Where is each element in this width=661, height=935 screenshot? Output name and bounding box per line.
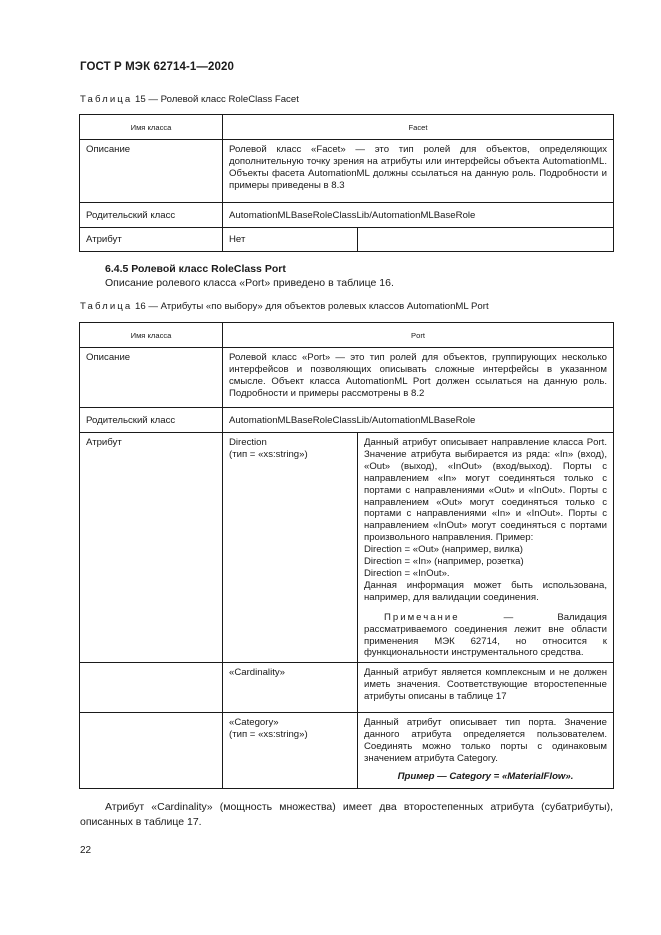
attribute-cardinality-name: «Cardinality»	[223, 663, 358, 713]
document-header: ГОСТ Р МЭК 62714-1—2020	[80, 61, 234, 73]
section-heading: 6.4.5 Ролевой класс RoleClass Port	[105, 263, 286, 275]
row-value-description: Ролевой класс «Port» — это тип ролей для объектов, группирующих несколько интерфейсов и позволяющих описывать сложные интерфейсы в указанном смысле. Объект класса AutomationML Port должен ссылаться на данную роль. Подробности и примеры рассмотрены в 8.2	[223, 348, 614, 408]
table-15	[79, 114, 614, 252]
row-label-attribute: Атрибут	[80, 228, 223, 252]
table-16-caption-text: 16 — Атрибуты «по выбору» для объектов ролевых классов AutomationML Port	[135, 301, 489, 312]
page-number: 22	[80, 845, 92, 856]
table-row	[80, 433, 614, 663]
note-text: — Валидация рассматриваемого соединения лежит вне области применения МЭК 62714, но относится к функциональности инструментального средства.	[364, 611, 607, 659]
example-line: Direction = «Out» (например, вилка)	[364, 544, 523, 556]
column-header-class-name: Имя класса	[80, 115, 223, 140]
closing-paragraph	[80, 800, 613, 829]
attribute-cardinality-description: Данный атрибут является комплексным и не должен иметь значения. Соответствующие второстепенные атрибуты описаны в таблице 17	[358, 663, 614, 713]
attribute-extra-info: Данная информация может быть использована, например, для валидации соединения.	[364, 579, 607, 603]
example: Пример — Category = «MaterialFlow».	[397, 770, 574, 782]
row-label-description: Описание	[80, 140, 223, 203]
empty-cell	[358, 228, 614, 252]
attribute-name: Direction	[229, 437, 267, 448]
row-label-parent-class: Родительский класс	[80, 408, 223, 433]
attribute-category-name	[223, 713, 358, 789]
attribute-category-description	[358, 713, 614, 789]
attribute-direction-description	[358, 433, 614, 663]
closing-paragraph-text: Атрибут «Cardinality» (мощность множества) имеет два второстепенных атрибута (субатрибуты), описанных в таблице 17.	[80, 801, 613, 828]
attribute-direction-name	[223, 433, 358, 663]
table-header-row	[80, 323, 614, 348]
empty-cell	[80, 713, 223, 789]
column-header-facet: Facet	[223, 115, 614, 140]
empty-cell	[80, 663, 223, 713]
table-16-caption	[80, 301, 489, 313]
attribute-name: «Category»	[229, 717, 279, 729]
table-row	[80, 663, 614, 713]
example-line: Direction = «In» (например, розетка)	[364, 556, 524, 568]
table-16-caption-label: Таблица	[80, 301, 133, 312]
attribute-description: Данный атрибут описывает направление класса Port. Значение атрибута выбирается из ряда: «In» (вход), «Out» (выход), «InOut» (вход/выход). Порты с направлением «In» могут соединяться только с портами с направлениями «Out» и «InOut». Порты с направлением «Out» могут соединяться только с портами с направлениями «In» и «InOut». Порты с направлением «InOut» могут соединяться с портами произвольного направления. Пример:	[364, 437, 607, 544]
table-row	[80, 408, 614, 433]
section-intro	[80, 276, 613, 291]
attribute-type: (тип = «xs:string»)	[229, 448, 308, 460]
table-row	[80, 140, 614, 203]
example-line: Direction = «InOut».	[364, 567, 450, 579]
column-header-port: Port	[223, 323, 614, 348]
table-15-caption-text: 15 — Ролевой класс RoleClass Facet	[135, 94, 299, 105]
row-value-description: Ролевой класс «Facet» — это тип ролей для объектов, определяющих дополнительную точку зрения на атрибуты или интерфейсы объекта AutomationML. Объекты фасета AutomationML должны ссылаться на данную роль. Подробности и примеры приведены в 8.3	[223, 140, 614, 203]
row-value-parent-class: AutomationMLBaseRoleClassLib/AutomationMLBaseRole	[223, 408, 614, 433]
row-value-parent-class: AutomationMLBaseRoleClassLib/AutomationMLBaseRole	[223, 203, 614, 228]
row-value-attribute: Нет	[223, 228, 358, 252]
table-15-caption	[80, 94, 299, 106]
table-16	[79, 322, 614, 789]
table-row	[80, 203, 614, 228]
note-label: Примечание	[384, 611, 460, 623]
table-15-caption-label: Таблица	[80, 94, 133, 105]
table-row	[80, 228, 614, 252]
attribute-type: (тип = «xs:string»)	[229, 729, 308, 741]
row-label-parent-class: Родительский класс	[80, 203, 223, 228]
section-intro-text: Описание ролевого класса «Port» приведено в таблице 16.	[105, 277, 394, 289]
row-label-attribute: Атрибут	[80, 433, 223, 663]
row-label-description: Описание	[80, 348, 223, 408]
note	[364, 612, 607, 660]
table-header-row	[80, 115, 614, 140]
table-row	[80, 348, 614, 408]
table-row	[80, 713, 614, 789]
column-header-class-name: Имя класса	[80, 323, 223, 348]
attribute-description: Данный атрибут описывает тип порта. Значение данного атрибута определяется пользователем. Соединять можно только порты с одинаковым значением атрибута Category.	[364, 717, 607, 765]
